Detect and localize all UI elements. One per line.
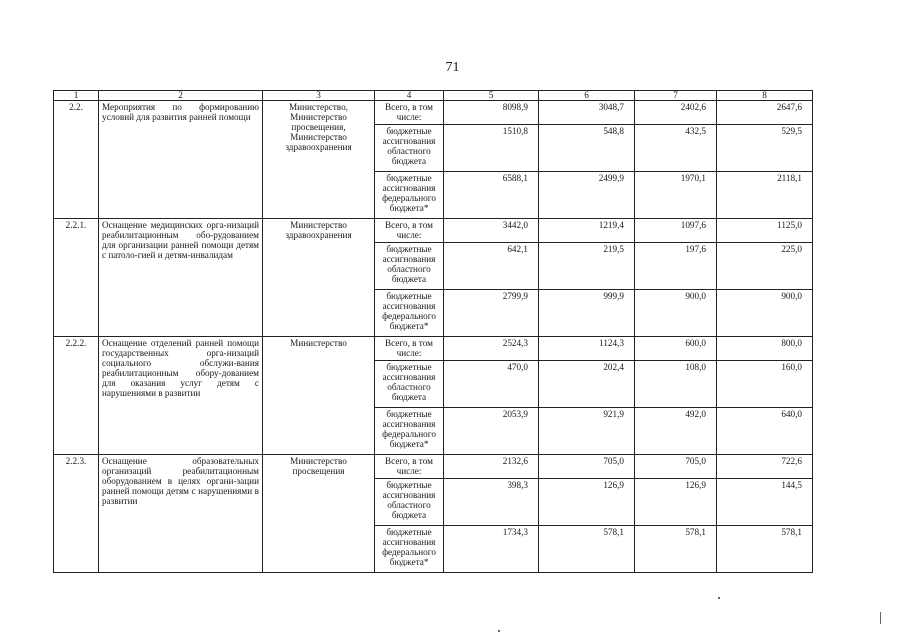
amount-cell: 144,5: [717, 479, 813, 526]
item-name: Оснащение образовательных организаций реабилитационным оборудованием в целях органи-зации ранней помощи детям с нарушениями в развитии: [99, 455, 263, 573]
amount-cell: 492,0: [635, 408, 717, 455]
column-header: 3: [263, 91, 375, 101]
amount-cell: 578,1: [717, 526, 813, 573]
funding-source: бюджетные ассигнования областного бюджета: [375, 125, 444, 172]
amount-cell: 2647,6: [717, 101, 813, 125]
amount-cell: 2118,1: [717, 172, 813, 219]
amount-cell: 642,1: [444, 243, 539, 290]
column-header: 4: [375, 91, 444, 101]
amount-cell: 1125,0: [717, 219, 813, 243]
amount-cell: 470,0: [444, 361, 539, 408]
amount-cell: 126,9: [635, 479, 717, 526]
amount-cell: 921,9: [539, 408, 635, 455]
amount-cell: 1970,1: [635, 172, 717, 219]
scan-speck: [718, 597, 720, 599]
amount-cell: 432,5: [635, 125, 717, 172]
amount-cell: 108,0: [635, 361, 717, 408]
amount-cell: 600,0: [635, 337, 717, 361]
amount-cell: 2799,9: [444, 290, 539, 337]
amount-cell: 1097,6: [635, 219, 717, 243]
item-executor: Министерство: [263, 337, 375, 455]
funding-source: бюджетные ассигнования федерального бюджета*: [375, 172, 444, 219]
amount-cell: 3442,0: [444, 219, 539, 243]
amount-cell: 202,4: [539, 361, 635, 408]
funding-source: бюджетные ассигнования федерального бюджета*: [375, 408, 444, 455]
amount-cell: 8098,9: [444, 101, 539, 125]
amount-cell: 578,1: [635, 526, 717, 573]
amount-cell: 6588,1: [444, 172, 539, 219]
funding-source: Всего, в том числе:: [375, 337, 444, 361]
item-name: Оснащение отделений ранней помощи государственных орга-низаций социального обслужи-вания реабилитационным обору-дованием для оказания услуг детям с нарушениями в развитии: [99, 337, 263, 455]
amount-cell: 1510,8: [444, 125, 539, 172]
item-number: 2.2.: [54, 101, 99, 219]
amount-cell: 2402,6: [635, 101, 717, 125]
funding-source: бюджетные ассигнования федерального бюджета*: [375, 290, 444, 337]
amount-cell: 2524,3: [444, 337, 539, 361]
table-row: [54, 219, 813, 243]
funding-source: бюджетные ассигнования федерального бюджета*: [375, 526, 444, 573]
page-number: 71: [445, 60, 460, 75]
amount-cell: 3048,7: [539, 101, 635, 125]
item-number: 2.2.1.: [54, 219, 99, 337]
funding-source: бюджетные ассигнования областного бюджета: [375, 479, 444, 526]
item-executor: Министерство просвещения: [263, 455, 375, 573]
column-header: 8: [717, 91, 813, 101]
amount-cell: 722,6: [717, 455, 813, 479]
amount-cell: 1734,3: [444, 526, 539, 573]
column-header: 6: [539, 91, 635, 101]
amount-cell: 2053,9: [444, 408, 539, 455]
amount-cell: 705,0: [539, 455, 635, 479]
amount-cell: 160,0: [717, 361, 813, 408]
amount-cell: 529,5: [717, 125, 813, 172]
item-executor: Министерство, Министерство просвещения, Министерство здравоохранения: [263, 101, 375, 219]
amount-cell: 1219,4: [539, 219, 635, 243]
column-header: 5: [444, 91, 539, 101]
table-row: [54, 101, 813, 125]
funding-source: Всего, в том числе:: [375, 455, 444, 479]
budget-table: [53, 90, 813, 573]
item-number: 2.2.2.: [54, 337, 99, 455]
column-header: 7: [635, 91, 717, 101]
amount-cell: 640,0: [717, 408, 813, 455]
amount-cell: 1124,3: [539, 337, 635, 361]
amount-cell: 225,0: [717, 243, 813, 290]
amount-cell: 800,0: [717, 337, 813, 361]
table-row: [54, 455, 813, 479]
amount-cell: 578,1: [539, 526, 635, 573]
amount-cell: 999,9: [539, 290, 635, 337]
scan-speck: [880, 612, 881, 624]
amount-cell: 705,0: [635, 455, 717, 479]
amount-cell: 197,6: [635, 243, 717, 290]
item-name: Мероприятия по формированию условий для развития ранней помощи: [99, 101, 263, 219]
funding-source: бюджетные ассигнования областного бюджета: [375, 243, 444, 290]
item-executor: Министерство здравоохранения: [263, 219, 375, 337]
scan-speck: [498, 630, 500, 632]
amount-cell: 2132,6: [444, 455, 539, 479]
amount-cell: 219,5: [539, 243, 635, 290]
column-header: 2: [99, 91, 263, 101]
amount-cell: 398,3: [444, 479, 539, 526]
amount-cell: 900,0: [635, 290, 717, 337]
funding-source: Всего, в том числе:: [375, 219, 444, 243]
item-name: Оснащение медицинских орга-низаций реабилитационным обо-рудованием для организации ранней помощи детям с патоло-гией и детям-инвалидам: [99, 219, 263, 337]
amount-cell: 2499,9: [539, 172, 635, 219]
amount-cell: 900,0: [717, 290, 813, 337]
amount-cell: 548,8: [539, 125, 635, 172]
item-number: 2.2.3.: [54, 455, 99, 573]
funding-source: бюджетные ассигнования областного бюджета: [375, 361, 444, 408]
funding-source: Всего, в том числе:: [375, 101, 444, 125]
header-row: [54, 91, 813, 101]
amount-cell: 126,9: [539, 479, 635, 526]
table-row: [54, 337, 813, 361]
column-header: 1: [54, 91, 99, 101]
